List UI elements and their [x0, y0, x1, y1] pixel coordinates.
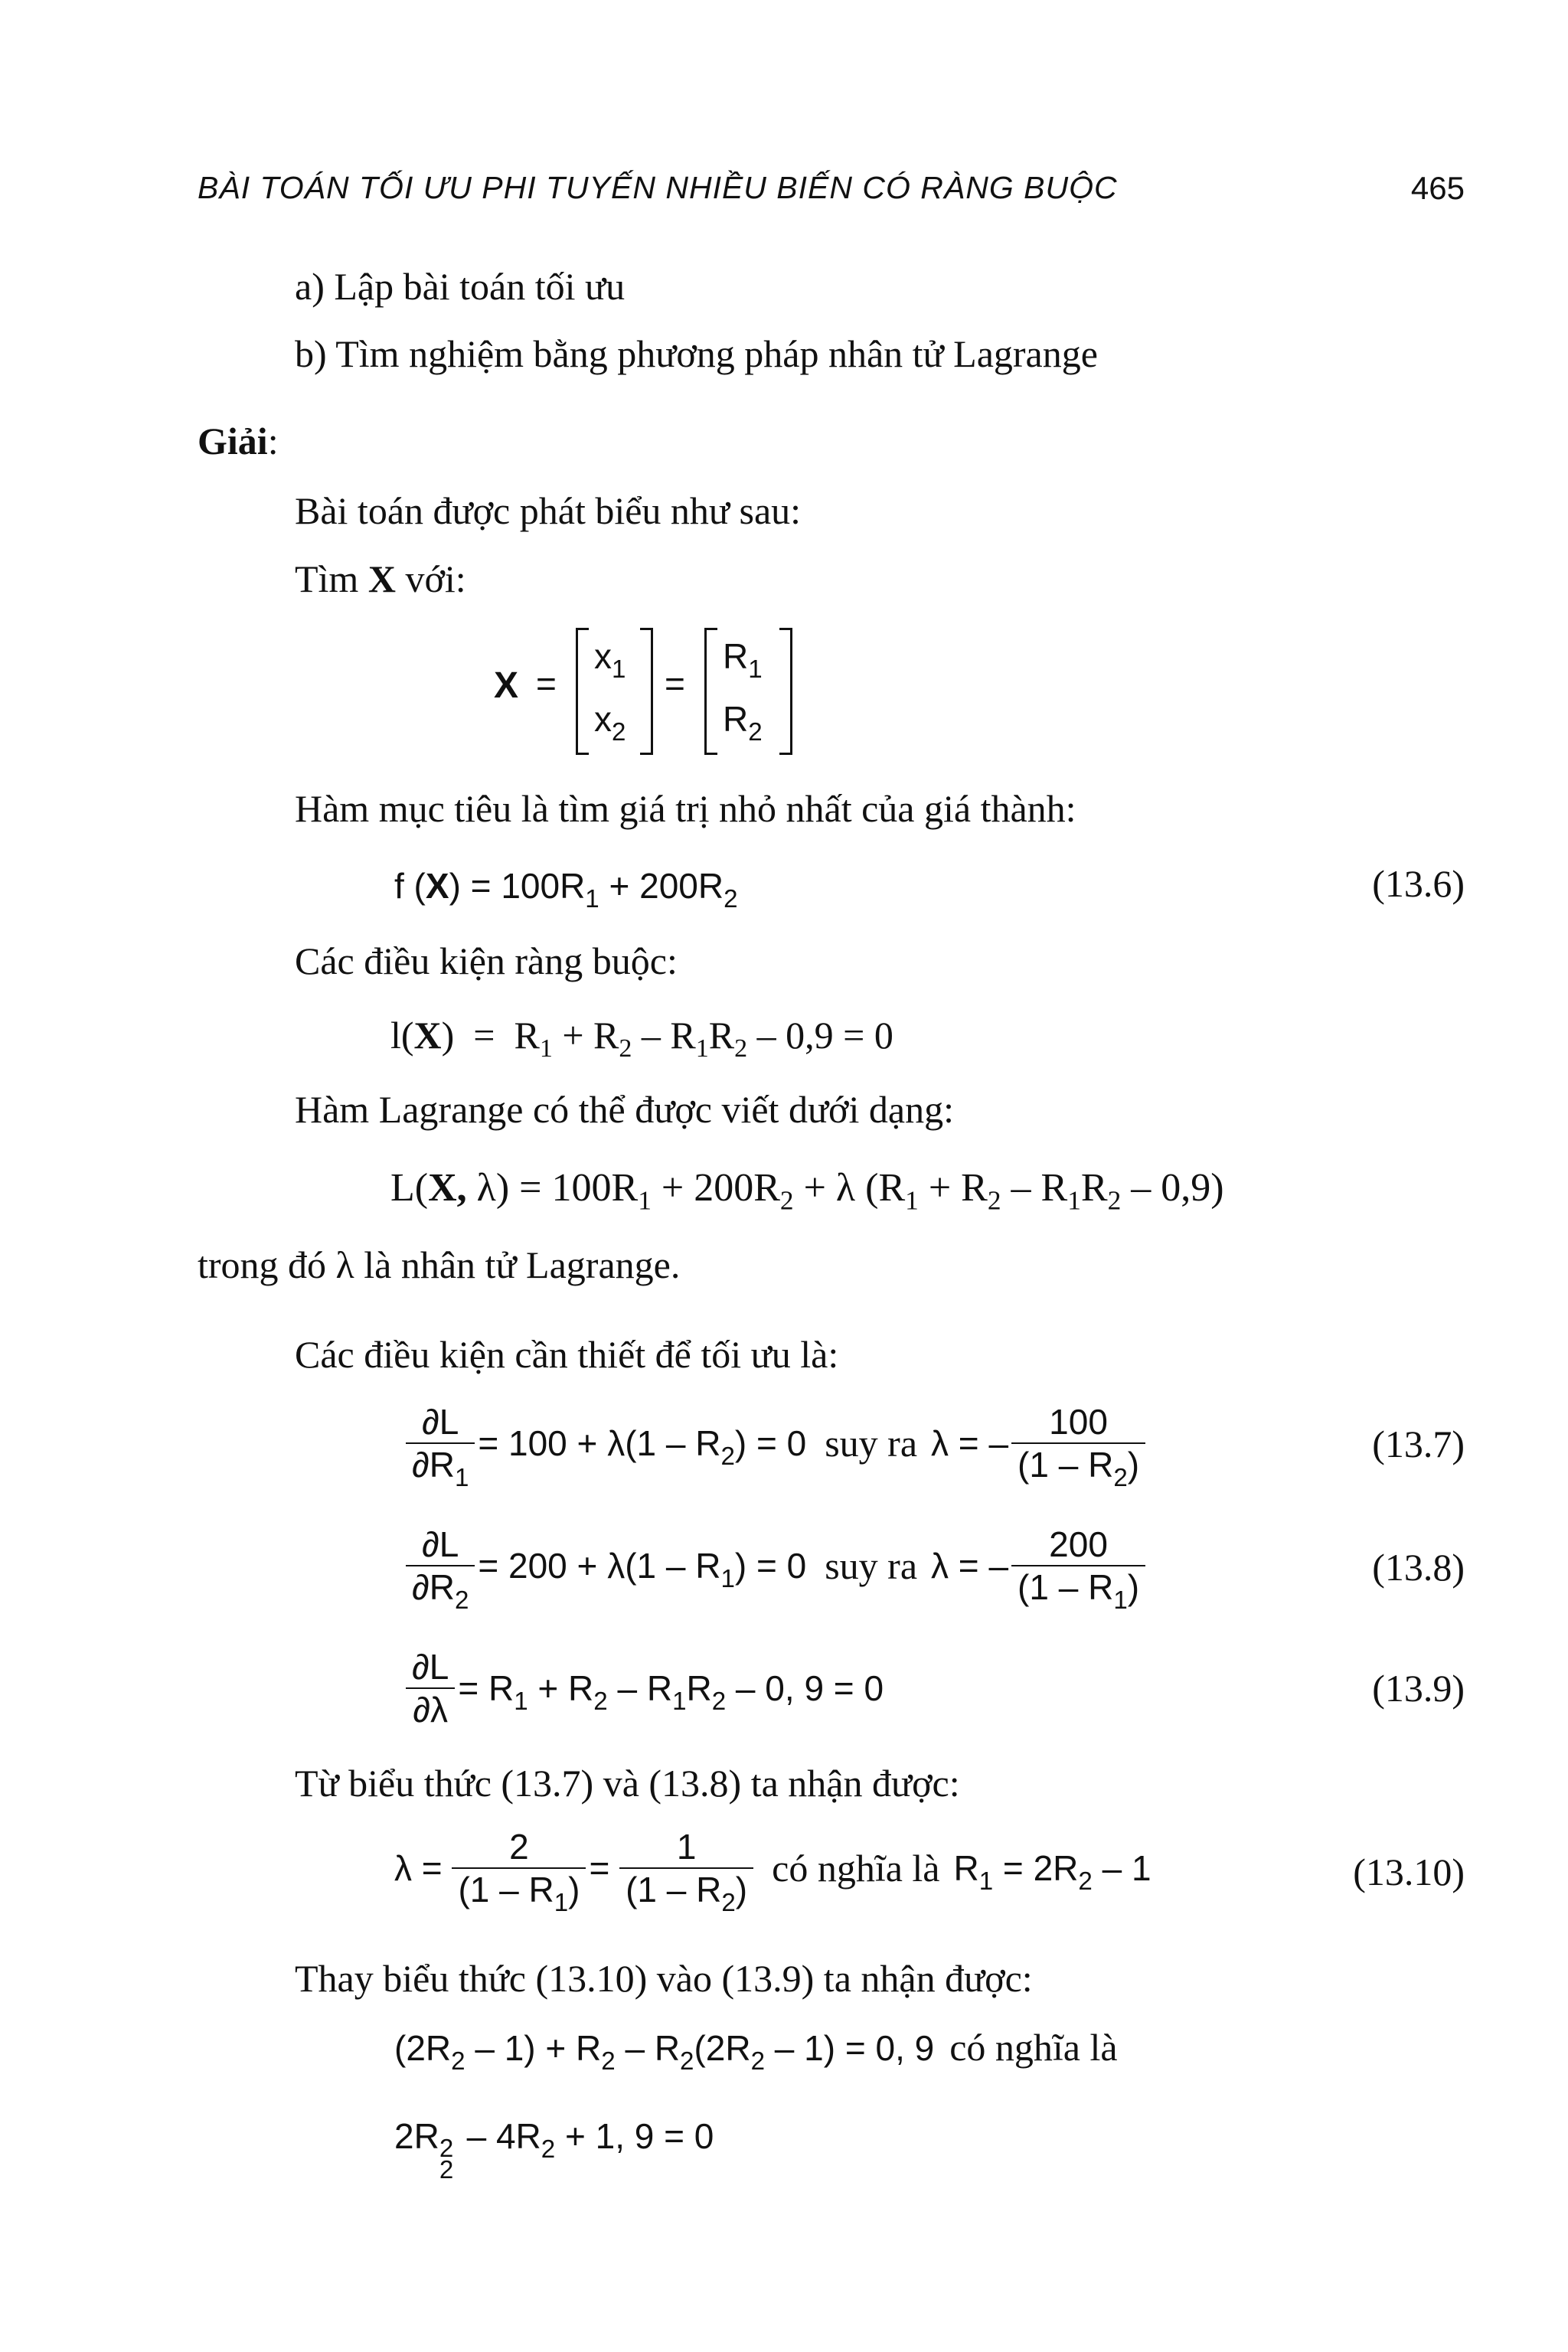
equation-quadratic: 2R 2 2 – $4R_2 + 1$, 9 = 0 — [394, 2116, 714, 2184]
item-b: b) Tìm nghiệm bằng phương pháp nhân tử Lagrange — [295, 332, 1098, 375]
equation-dL-dR2: $\frac{\partial L}{\partial R_2}$ = $200 + \lambda(1 - R_1) = 0$ suy ra λ = – $\frac{200}{(1 - R_1)}$ — [406, 1524, 1145, 1608]
equation-number: (13.6) — [1372, 862, 1465, 905]
equation-number: (13.10) — [1353, 1851, 1465, 1893]
equation-objective: f $(X) = 100R_1 + 200R_2$ — [394, 866, 738, 913]
equation-constraint: $l(X) = R_1 + R_2 - R_1R_2 - 0,9 = 0$ — [390, 1014, 893, 1063]
paragraph-lagrange: Hàm Lagrange có thể được viết dưới dạng: — [295, 1088, 954, 1131]
paragraph-lambda: trong đó λ là nhân tử Lagrange. — [198, 1243, 681, 1286]
equation-lambda-relation: λ = $\frac{2}{(1 - R_1)}$ = $\frac{1}{(1 - R_2)}$ có nghĩa là $R_1 = 2R_2 - 1$ — [394, 1827, 1152, 1917]
equation-substitution: $(2R_2 - 1) + R_2 - R_2(2R_2 - 1) = 0$, 9 có nghĩa là — [394, 2026, 1118, 2076]
equation-dL-dR1: $\frac{\partial L}{\partial R_1}$ = $100 + \lambda(1 - R_2) = 0$ suy ra λ = – $\frac{100}{(1 - R_2)}$ — [406, 1401, 1145, 1485]
paragraph-necessary-conditions: Các điều kiện cần thiết để tối ưu là: — [295, 1333, 839, 1376]
page-number: 465 — [1410, 170, 1465, 206]
equation-dL-dlambda: $\frac{\partial L}{\partial\lambda}$ = $R_1 + R_2 - R_1R_2 - 0$, 9 = 0 — [406, 1646, 884, 1730]
paragraph-substitute: Thay biểu thức (13.10) vào (13.9) ta nhận được: — [295, 1957, 1033, 2000]
paragraph-from-137-138: Từ biểu thức (13.7) và (13.8) ta nhận được: — [295, 1762, 960, 1805]
equation-number: (13.7) — [1372, 1423, 1465, 1465]
equation-number: (13.9) — [1372, 1667, 1465, 1710]
equation-lagrange: L(X, $\lambda) = 100R_1 + 200R_2 + \lambda$ $(R_1 + R_2 - R_1R_2 - 0,9)$ — [390, 1166, 1224, 1216]
solution-heading: Giải: — [198, 420, 279, 462]
paragraph-find-x: Tìm X với: — [295, 557, 466, 600]
running-header-title: BÀI TOÁN TỐI ƯU PHI TUYẾN NHIỀU BIẾN CÓ RÀNG BUỘC — [198, 170, 1118, 205]
item-a: a) Lập bài toán tối ưu — [295, 265, 626, 308]
paragraph-objective: Hàm mục tiêu là tìm giá trị nhỏ nhất của giá thành: — [295, 787, 1076, 830]
paragraph-constraints: Các điều kiện ràng buộc: — [295, 939, 678, 982]
equation-number: (13.8) — [1372, 1546, 1465, 1589]
paragraph-statement: Bài toán được phát biểu như sau: — [295, 489, 802, 532]
